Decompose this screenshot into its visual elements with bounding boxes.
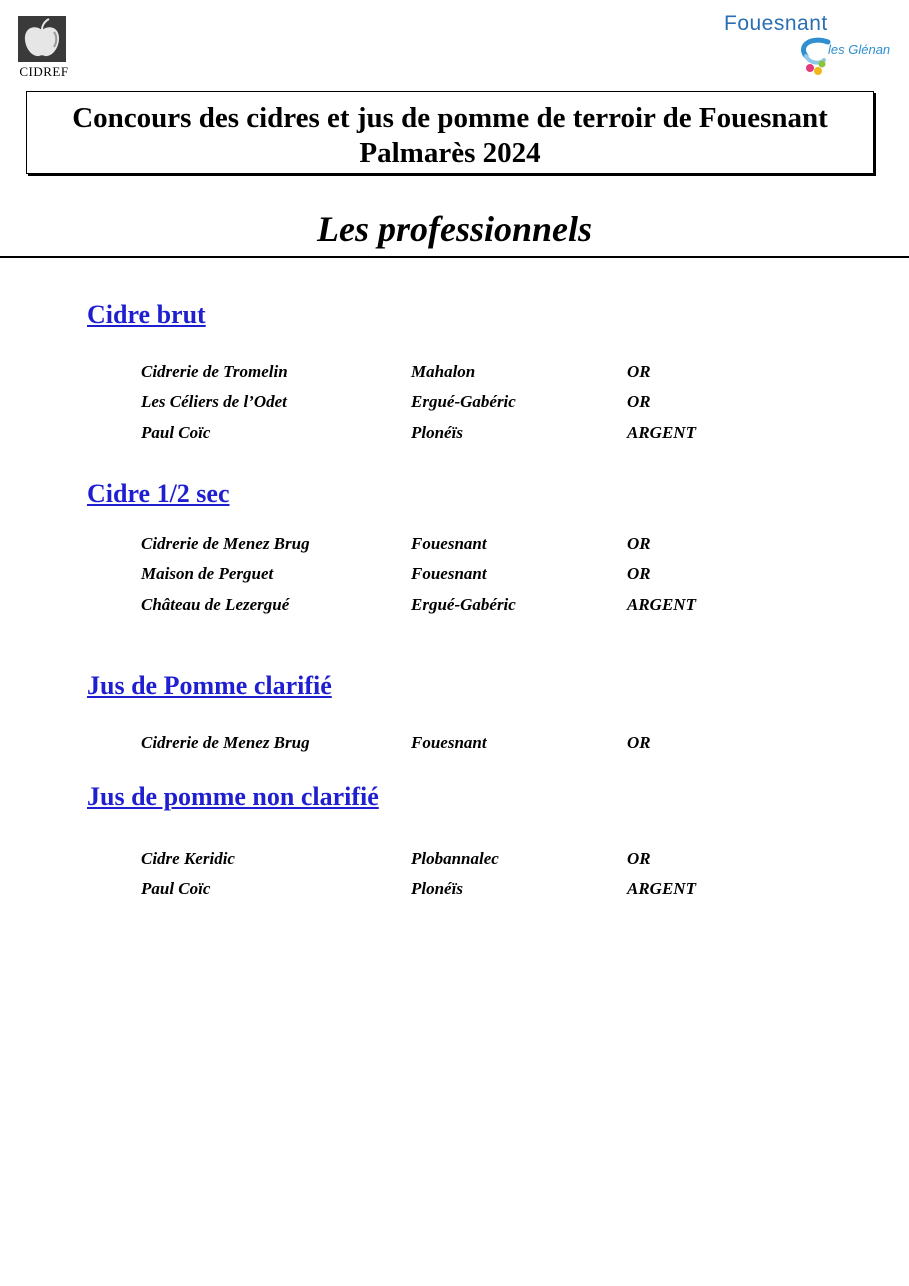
divider xyxy=(0,256,909,258)
list-item xyxy=(0,423,909,445)
cidref-label: CIDREF xyxy=(19,64,69,79)
list-item xyxy=(0,534,909,556)
town-name: Fouesnant xyxy=(411,534,487,553)
award-label: ARGENT xyxy=(627,595,696,614)
category-heading[interactable]: Cidre brut xyxy=(87,300,206,329)
category-heading[interactable]: Cidre 1/2 sec xyxy=(87,479,230,508)
town-name: Ergué-Gabéric xyxy=(411,595,516,614)
town-name: Fouesnant xyxy=(411,733,487,752)
title-box xyxy=(26,91,874,174)
town-name: Plonéïs xyxy=(411,423,463,442)
category-heading[interactable]: Jus de pomme non clarifié xyxy=(87,782,379,811)
fouesnant-logo xyxy=(724,12,899,80)
award-label: OR xyxy=(627,564,651,583)
list-item xyxy=(0,362,909,384)
section-title: Les professionnels xyxy=(316,209,592,249)
apple-icon xyxy=(18,16,66,62)
glenan-logo-text: les Glénan xyxy=(828,42,891,57)
list-item xyxy=(0,564,909,586)
producer-name: Paul Coïc xyxy=(141,423,211,442)
list-item xyxy=(0,595,909,617)
producer-name: Cidrerie de Tromelin xyxy=(141,362,288,381)
page-title: Concours des cidres et jus de pomme de terroir de Fouesnant xyxy=(72,102,828,134)
producer-name: Château de Lezergué xyxy=(141,595,290,614)
producer-name: Paul Coïc xyxy=(141,879,211,898)
list-item xyxy=(0,733,909,755)
award-label: OR xyxy=(627,392,651,411)
fouesnant-logo-text: Fouesnant xyxy=(724,12,828,35)
award-label: OR xyxy=(627,534,651,553)
award-label: OR xyxy=(627,362,651,381)
list-item xyxy=(0,392,909,414)
award-label: OR xyxy=(627,849,651,868)
producer-name: Cidrerie de Menez Brug xyxy=(141,733,310,752)
page-subtitle-year: Palmarès 2024 xyxy=(359,137,541,169)
list-item xyxy=(0,849,909,871)
producer-name: Les Céliers de l’Odet xyxy=(141,392,287,411)
town-name: Fouesnant xyxy=(411,564,487,583)
cidref-logo xyxy=(14,6,74,79)
award-label: OR xyxy=(627,733,651,752)
award-label: ARGENT xyxy=(627,879,696,898)
list-item xyxy=(0,879,909,901)
town-name: Ergué-Gabéric xyxy=(411,392,516,411)
town-name: Plobannalec xyxy=(411,849,499,868)
category-heading[interactable]: Jus de Pomme clarifié xyxy=(87,671,332,700)
town-name: Plonéïs xyxy=(411,879,463,898)
producer-name: Cidrerie de Menez Brug xyxy=(141,534,310,553)
award-label: ARGENT xyxy=(627,423,696,442)
producer-name: Maison de Perguet xyxy=(141,564,274,583)
producer-name: Cidre Keridic xyxy=(141,849,235,868)
town-name: Mahalon xyxy=(411,362,476,381)
